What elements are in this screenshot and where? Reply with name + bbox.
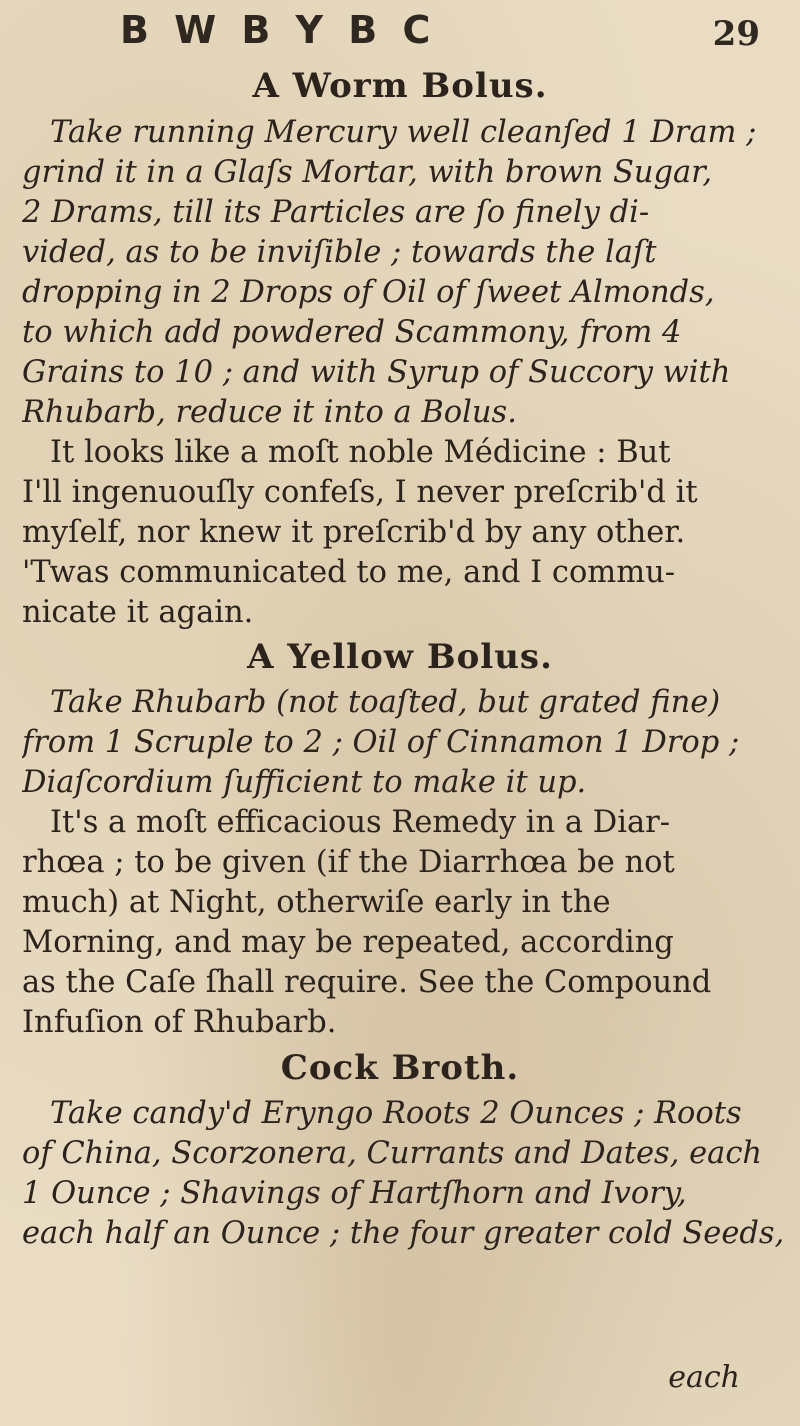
text-line: of China, Scorzonera, Currants and Dates, each	[22, 1136, 763, 1171]
yellow-bolus-recipe	[22, 683, 790, 803]
text-line: It looks like a moſt noble Médicine : But	[50, 435, 671, 470]
text-line: 'Twas communicated to me, and I commu-	[22, 555, 676, 590]
section-title-worm-bolus: A Worm Bolus.	[252, 66, 548, 106]
text-line: Morning, and may be repeated, according	[22, 925, 674, 960]
text-line: I'll ingenuouſly confeſs, I never preſcrib'd it	[22, 475, 698, 510]
text-line: dropping in 2 Drops of Oil of ſweet Almonds,	[22, 275, 715, 310]
text-line: as the Caſe ſhall require. See the Compound	[22, 965, 712, 1000]
text-line: 2 Drams, till its Particles are ſo finely di-	[22, 195, 650, 230]
text-line: vided, as to be inviſible ; towards the laſt	[22, 235, 657, 270]
text-line: It's a moſt efficacious Remedy in a Diar-	[50, 805, 671, 840]
text-line: much) at Night, otherwiſe early in the	[22, 885, 611, 920]
yellow-bolus-note	[22, 803, 790, 1043]
worm-bolus-note	[22, 433, 790, 633]
page-number: 29	[712, 14, 760, 54]
text-line: 1 Ounce ; Shavings of Hartſhorn and Ivory,	[22, 1176, 687, 1211]
section-title-yellow-bolus: A Yellow Bolus.	[247, 637, 553, 677]
page-header	[120, 8, 760, 64]
worm-bolus-recipe	[22, 113, 790, 433]
text-line: from 1 Scruple to 2 ; Oil of Cinnamon 1 Drop ;	[22, 725, 740, 760]
text-line: Infuſion of Rhubarb.	[22, 1005, 337, 1040]
text-line: nicate it again.	[22, 595, 254, 630]
text-line: each half an Ounce ; the four greater cold Seeds,	[22, 1216, 785, 1251]
signature-mark: B W B Y B C	[120, 8, 437, 52]
cock-broth-recipe	[22, 1094, 790, 1254]
text-line: rhœa ; to be given (if the Diarrhœa be not	[22, 845, 675, 880]
catchword: each	[668, 1360, 740, 1395]
text-line: Rhubarb, reduce it into a Bolus.	[22, 395, 517, 430]
section-title-cock-broth: Cock Broth.	[280, 1048, 520, 1088]
text-line: Take candy'd Eryngo Roots 2 Ounces ; Roots	[50, 1096, 742, 1131]
text-line: Take Rhubarb (not toaſted, but grated fine)	[50, 685, 721, 720]
text-line: to which add powdered Scammony, from 4	[22, 315, 682, 350]
text-line: Take running Mercury well cleanſed 1 Dram ;	[50, 115, 757, 150]
text-line: myſelf, nor knew it preſcrib'd by any other.	[22, 515, 686, 550]
text-line: Diaſcordium ſufficient to make it up.	[22, 765, 587, 800]
text-line: Grains to 10 ; and with Syrup of Succory with	[22, 355, 731, 390]
text-line: grind it in a Glaſs Mortar, with brown Sugar,	[22, 155, 713, 190]
